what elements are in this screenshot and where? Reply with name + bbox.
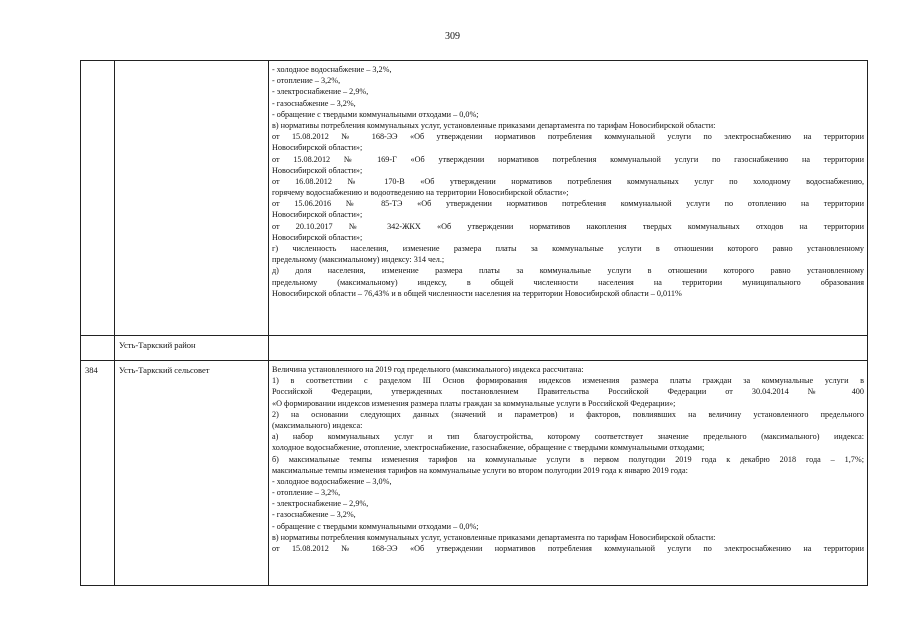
- text-line: - электроснабжение – 2,9%,: [272, 87, 369, 97]
- text-line: (максимального) индекса:: [272, 420, 363, 430]
- text-line: горячему водоснабжению и водоотведению на территории Новосибирской области»;: [272, 188, 569, 198]
- text-line: в) нормативы потребления коммунальных услуг, установленные приказами департамента по тарифам Новосибирской области:: [272, 120, 716, 130]
- row-number-cell: [81, 336, 115, 361]
- text-line: предельному (максимальному) индексу: 314 чел.;: [272, 255, 445, 265]
- description-cell: [269, 336, 868, 361]
- text-line: Новосибирской области»;: [272, 210, 363, 220]
- table-row: [81, 361, 868, 586]
- text-line: - обращение с твердыми коммунальными отходами – 0,0%;: [272, 521, 479, 531]
- municipality-name-cell: [115, 61, 269, 336]
- text-line: а) набор коммунальных услуг и тип благоустройства, которому соответствует значение предельного (максимального) индекса:: [272, 432, 864, 442]
- text-line: б) максимальные темпы изменения тарифов на коммунальные услуги в первом полугодии 2019 года к декабрю 2018 года – 1,7%;: [272, 454, 864, 464]
- text-line: 2) на основании следующих данных (значений и параметров) и факторов, повлиявших на величину установленного предельного: [272, 409, 864, 419]
- text-line: Российской Федерации, утвержденных постановлением Правительства Российской Федерации от 30.04.2014 № 400: [272, 387, 864, 397]
- text-line: д) доля населения, изменение размера платы за коммунальные услуги в отношении которого равно установленному: [272, 266, 864, 276]
- text-line: - холодное водоснабжение – 3,0%,: [272, 476, 392, 486]
- row-number-cell: 384: [81, 361, 115, 586]
- text-line: Новосибирской области»;: [272, 165, 363, 175]
- text-line: г) численность населения, изменение размера платы за коммунальные услуги в отношении которого равно установленному: [272, 244, 864, 253]
- text-line: - холодное водоснабжение – 3,2%,: [272, 65, 392, 74]
- text-line: Новосибирской области»;: [272, 232, 363, 242]
- row-number-cell: [81, 61, 115, 336]
- text-line: Новосибирской области – 76,43% и в общей численности населения на территории Новосибирской области – 0,011%: [272, 288, 682, 298]
- text-line: от 15.06.2016 № 85-ТЭ «Об утверждении нормативов потребления коммунальной услуги по отоплению на территории: [272, 199, 864, 209]
- text-line: «О формировании индексов изменения размера платы граждан за коммунальные услуги в Российской Федерации»;: [272, 398, 676, 408]
- document-table: [80, 60, 868, 586]
- text-line: 1) в соответствии с разделом III Основ формирования индексов изменения размера платы граждан за коммунальные услуги в: [272, 376, 864, 386]
- text-line: от 16.08.2012 № 170-В «Об утверждении нормативов потребления коммунальных услуг по холодному водоснабжению,: [272, 176, 864, 186]
- text-line: от 15.08.2012 № 169-Г «Об утверждении нормативов потребления коммунальной услуги по газоснабжению на территории: [272, 154, 864, 164]
- description-cell: [269, 61, 868, 336]
- description-cell: [269, 361, 868, 586]
- text-line: - электроснабжение – 2,9%,: [272, 499, 369, 509]
- municipality-name-cell: Усть-Таркский сельсовет: [115, 361, 269, 586]
- table-row: [81, 61, 868, 336]
- text-line: - отопление – 3,2%,: [272, 76, 341, 86]
- table-row: [81, 336, 868, 361]
- page-number: 309: [445, 31, 460, 42]
- text-line: от 15.08.2012 № 168-ЭЭ «Об утверждении нормативов потребления коммунальной услуги по электроснабжению на территории: [272, 132, 864, 142]
- text-line: предельному (максимальному) индексу, в общей численности населения на территории муниципального образования: [272, 277, 864, 287]
- text-line: - обращение с твердыми коммунальными отходами – 0,0%;: [272, 109, 479, 119]
- text-line: - газоснабжение – 3,2%,: [272, 98, 356, 108]
- text-line: Новосибирской области»;: [272, 143, 363, 153]
- district-name-cell: Усть-Таркский район: [115, 336, 269, 361]
- text-line: - отопление – 3,2%,: [272, 488, 341, 498]
- text-line: холодное водоснабжение, отопление, электроснабжение, газоснабжение, обращение с твердыми коммунальными отходами;: [272, 443, 705, 453]
- text-line: в) нормативы потребления коммунальных услуг, установленные приказами департамента по тарифам Новосибирской области:: [272, 532, 716, 542]
- text-line: от 20.10.2017 № 342-ЖКХ «Об утверждении нормативов накопления твердых коммунальных отходов на территории: [272, 221, 864, 231]
- text-line: Величина установленного на 2019 год предельного (максимального) индекса рассчитана:: [272, 365, 584, 374]
- text-line: максимальные темпы изменения тарифов на коммунальные услуги во втором полугодии 2019 года к январю 2019 года:: [272, 465, 688, 475]
- text-line: - газоснабжение – 3,2%,: [272, 510, 356, 520]
- text-line: от 15.08.2012 № 168-ЭЭ «Об утверждении нормативов потребления коммунальной услуги по электроснабжению на территории: [272, 544, 864, 553]
